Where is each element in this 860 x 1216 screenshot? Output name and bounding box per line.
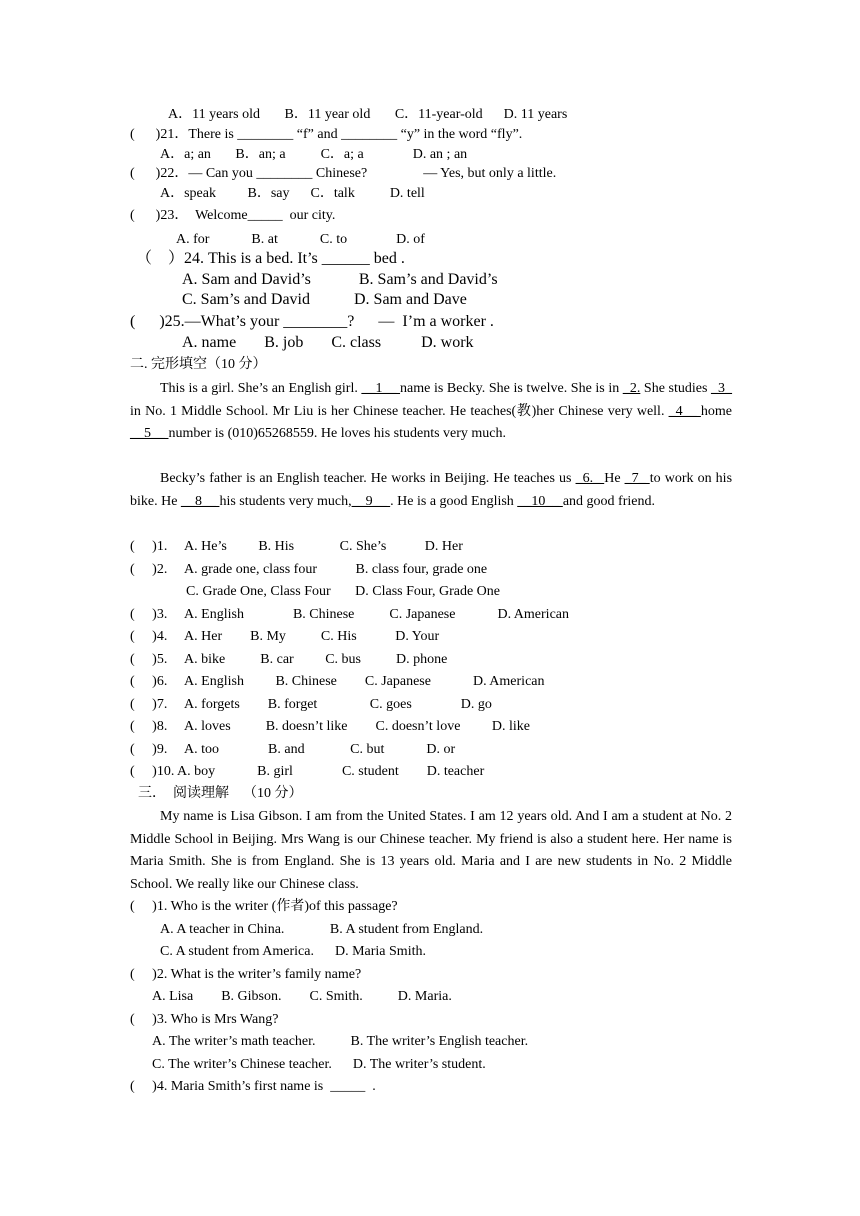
cloze-item-4: ( )4. A. Her B. My C. His D. Your xyxy=(130,629,440,644)
cloze-item-2-cont: C. Grade One, Class Four D. Class Four, Grade One xyxy=(130,584,501,599)
blank-7: _7_ xyxy=(624,471,650,486)
cloze-item-1: ( )1. A. He’s B. His C. She’s D. Her xyxy=(130,539,463,554)
q24-options-row1: A. Sam and David’s B. Sam’s and David’s xyxy=(182,271,498,288)
cloze-paragraph-1 xyxy=(130,378,732,446)
cloze-item-3: ( )3. A. English B. Chinese C. Japanese D. American xyxy=(130,607,570,622)
cloze-item-2: ( )2. A. grade one, class four B. class four, grade one xyxy=(130,562,488,577)
q25-stem: ( )25.—What’s your ________? — I’m a worker . xyxy=(130,313,494,330)
reading-q3-options-row2: C. The writer’s Chinese teacher. D. The writer’s student. xyxy=(152,1057,486,1072)
reading-q4-stem: ( )4. Maria Smith’s first name is _____ . xyxy=(130,1079,376,1094)
cloze-text: He xyxy=(604,471,625,486)
q23-options: A. for B. at C. to D. of xyxy=(176,232,425,247)
cloze-item-5: ( )5. A. bike B. car C. bus D. phone xyxy=(130,652,448,667)
cloze-text: name is Becky. She is twelve. She is in xyxy=(400,381,623,396)
reading-q3-options-row1: A. The writer’s math teacher. B. The writer’s English teacher. xyxy=(152,1034,529,1049)
cloze-item-9: ( )9. A. too B. and C. but D. or xyxy=(130,742,456,757)
q20-options: A．11 years old B．11 year old C．11-year-old D. 11 years xyxy=(168,107,568,122)
q21-stem: ( )21．There is ________ “f” and ________ “y” in the word “fly”. xyxy=(130,127,523,142)
blank-2: _2. xyxy=(622,381,641,396)
q25-options: A. name B. job C. class D. work xyxy=(182,334,474,351)
q24-stem: （ ）24. This is a bed. It’s ______ bed . xyxy=(136,250,405,267)
q22-options: A．speak B．say C．talk D. tell xyxy=(160,186,425,201)
blank-9: __9__ xyxy=(351,493,391,509)
q21-options: A．a; an B．an; a C．a; a D. an ; an xyxy=(160,147,468,162)
cloze-item-6: ( )6. A. English B. Chinese C. Japanese D. American xyxy=(130,674,545,689)
cloze-text: Becky’s father is an English teacher. He works in Beijing. He teaches us xyxy=(160,471,576,486)
reading-q3-stem: ( )3. Who is Mrs Wang? xyxy=(130,1012,279,1027)
cloze-text: to work on his bike. He xyxy=(130,471,733,509)
reading-q1-stem: ( )1. Who is the writer (作者)of this passage? xyxy=(130,899,398,914)
cloze-text: This is a girl. She’s an English girl. xyxy=(160,381,362,396)
reading-q1-options-row2: C. A student from America. D. Maria Smith. xyxy=(160,944,426,959)
cloze-text: in No. 1 Middle School. Mr Liu is her Chinese teacher. He teaches(教)her Chinese very well. xyxy=(130,403,669,419)
blank-10: __10__ xyxy=(517,493,563,509)
blank-3: _3_ xyxy=(711,381,733,396)
reading-heading: 三． 阅读理解 （10 分） xyxy=(138,786,303,801)
reading-passage: My name is Lisa Gibson. I am from the United States. I am 12 years old. And I am a student at No. 2 Middle School in Beijing. Mrs Wang is our Chinese teacher. My friend is also a student here. Her name is Maria Smith. She is from England. She is 13 years old. Maria and I are new students in No. 2 Middle School. We really like our Chinese class. xyxy=(130,809,732,892)
blank-6: _6._ xyxy=(575,471,605,486)
q24-options-row2: C. Sam’s and David D. Sam and Dave xyxy=(182,291,467,308)
q22-stem: ( )22．— Can you ________ Chinese? — Yes, but only a little. xyxy=(130,166,557,181)
cloze-item-8: ( )8. A. loves B. doesn’t like C. doesn’t love D. like xyxy=(130,719,531,734)
blank-5: __5__ xyxy=(130,426,169,441)
cloze-text: . He is a good English xyxy=(390,493,518,509)
blank-1: __1__ xyxy=(361,381,401,396)
cloze-text: home xyxy=(700,403,733,419)
q23-stem: ( )23． Welcome_____ our city. xyxy=(130,208,336,223)
cloze-item-10: ( )10. A. boy B. girl C. student D. teacher xyxy=(130,764,485,779)
cloze-text: his students very much, xyxy=(219,493,352,509)
cloze-heading: 二. 完形填空（10 分） xyxy=(130,357,267,372)
blank-8: __8__ xyxy=(180,493,220,509)
blank-4: _4__ xyxy=(668,403,701,419)
cloze-paragraph-2 xyxy=(130,468,732,513)
cloze-text: and good friend. xyxy=(562,493,655,509)
cloze-text: She studies xyxy=(640,381,712,396)
reading-q2-options: A. Lisa B. Gibson. C. Smith. D. Maria. xyxy=(152,989,452,1004)
cloze-item-7: ( )7. A. forgets B. forget C. goes D. go xyxy=(130,697,492,712)
reading-q1-options-row1: A. A teacher in China. B. A student from England. xyxy=(160,922,484,937)
reading-q2-stem: ( )2. What is the writer’s family name? xyxy=(130,967,362,982)
cloze-text: number is (010)65268559. He loves his students very much. xyxy=(168,426,507,441)
